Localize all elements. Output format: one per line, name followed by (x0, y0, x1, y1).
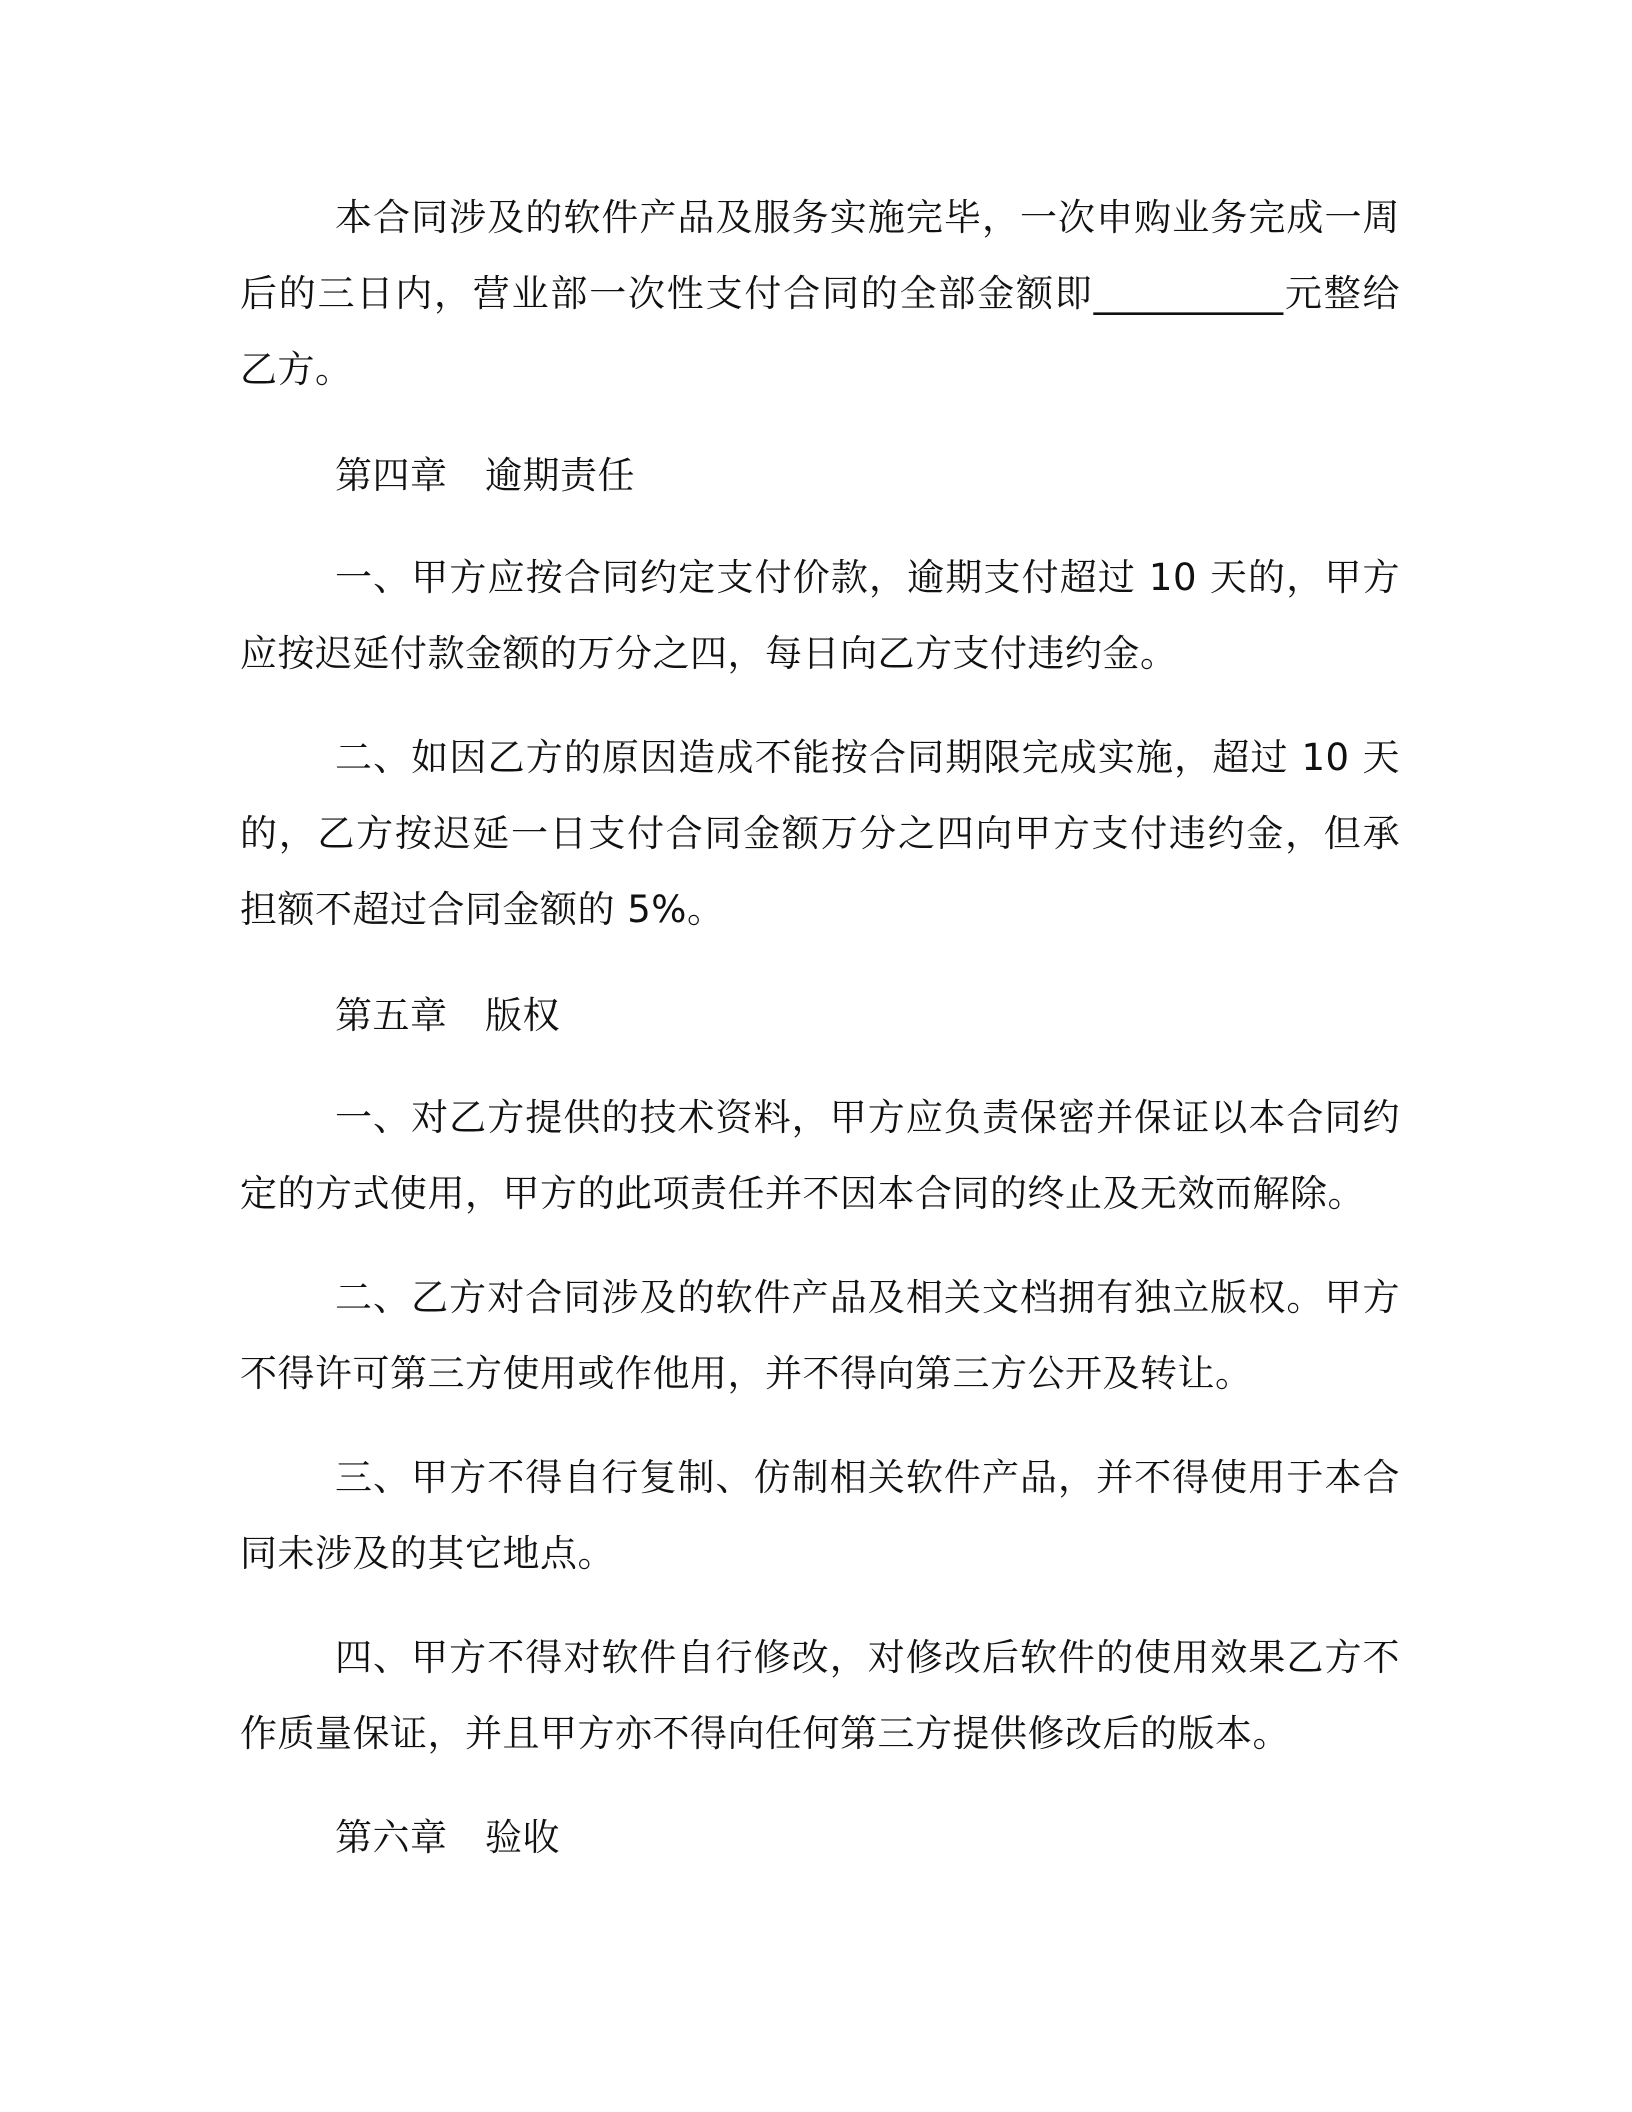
chapter-4-clause-2: 二、如因乙方的原因造成不能按合同期限完成实施，超过 10 天的，乙方按迟延一日支付合同金额万分之四向甲方支付违约金，但承担额不超过合同金额的 5%。 (240, 736, 1400, 931)
chapter-5-clause-3: 三、甲方不得自行复制、仿制相关软件产品，并不得使用于本合同未涉及的其它地点。 (240, 1456, 1400, 1575)
chapter-6-heading: 第六章 验收 (335, 1816, 560, 1859)
chapter-4-heading: 第四章 逾期责任 (335, 454, 635, 497)
chapter-5-clause-2: 二、乙方对合同涉及的软件产品及相关文档拥有独立版权。甲方不得许可第三方使用或作他用，并不得向第三方公开及转让。 (240, 1276, 1400, 1395)
chapter-4-clause-1: 一、甲方应按合同约定支付价款，逾期支付超过 10 天的，甲方应按迟延付款金额的万分之四，每日向乙方支付违约金。 (240, 556, 1400, 675)
chapter-5-heading: 第五章 版权 (335, 994, 560, 1037)
chapter-5-clause-1: 一、对乙方提供的技术资料，甲方应负责保密并保证以本合同约定的方式使用，甲方的此项责任并不因本合同的终止及无效而解除。 (240, 1096, 1400, 1215)
payment-paragraph: 本合同涉及的软件产品及服务实施完毕，一次申购业务完成一周后的三日内，营业部一次性支付合同的全部金额即__________元整给乙方。 (240, 196, 1400, 391)
chapter-5-clause-4: 四、甲方不得对软件自行修改，对修改后软件的使用效果乙方不作质量保证，并且甲方亦不得向任何第三方提供修改后的版本。 (240, 1636, 1400, 1755)
